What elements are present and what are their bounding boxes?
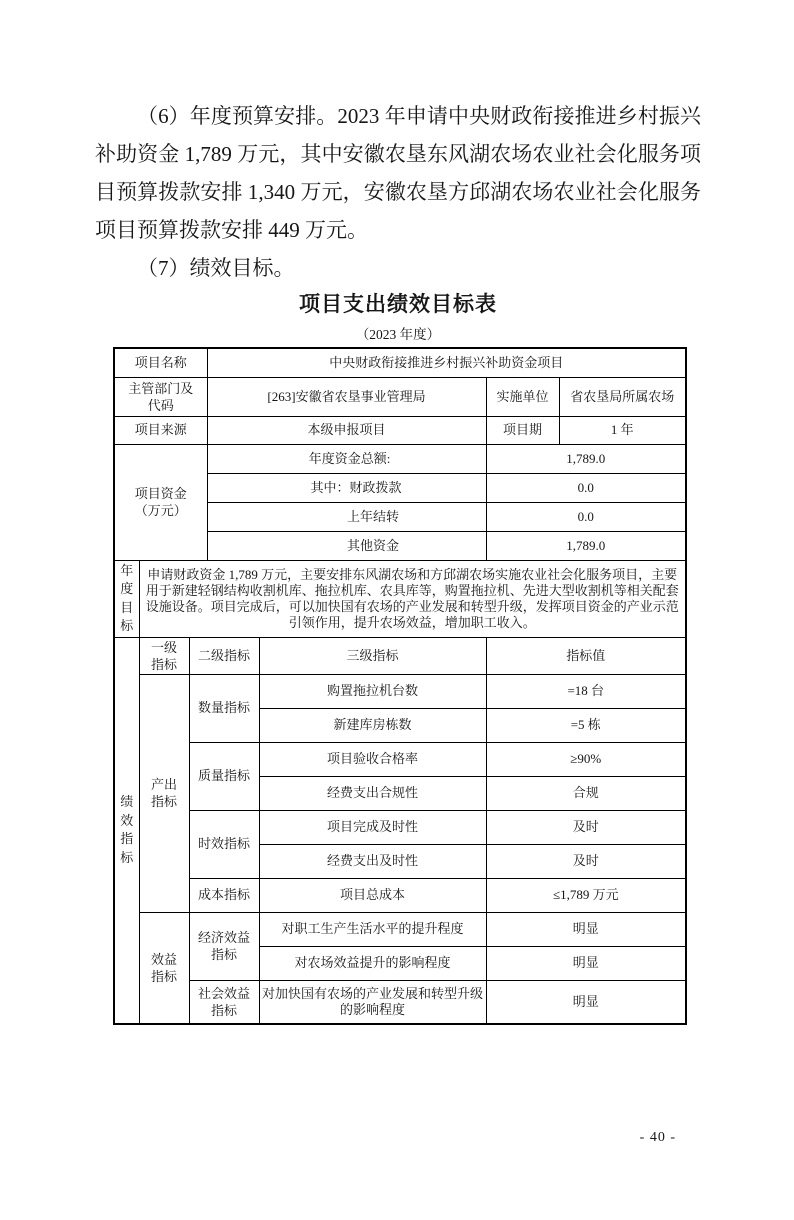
l3-worker-living: 对职工生产生活水平的提升程度 [259, 912, 486, 946]
l3-industry-upgrade: 对加快国有农场的产业发展和转型升级的影响程度 [259, 980, 486, 1024]
row-indicator-header [114, 637, 686, 674]
value-industry-upgrade: 明显 [486, 980, 686, 1024]
value-expense-timeliness: 及时 [486, 844, 686, 878]
header-value: 指标值 [486, 637, 686, 674]
period-label: 项目期 [486, 416, 559, 444]
indicator-row [114, 878, 686, 912]
fund-fiscal-value: 0.0 [486, 473, 686, 502]
value-completion-timeliness: 及时 [486, 810, 686, 844]
annual-goal-text: 申请财政资金 1,789 万元，主要安排东风湖农场和方邱湖农场实施农业社会化服务项目，主要用于新建轻钢结构收割机库、拖拉机库、农具库等，购置拖拉机、先进大型收割机等相关配套设施设备。项目完成后，可以加快国有农场的产业发展和转型升级，发挥项目资金的产业示范引领作用，提升农场效益，增加职工收入。 [139, 560, 686, 637]
l3-expense-timeliness: 经费支出及时性 [259, 844, 486, 878]
l2-economic: 经济效益指标 [189, 912, 259, 980]
header-l3: 三级指标 [259, 637, 486, 674]
performance-target-table [113, 347, 687, 1025]
period-value: 1 年 [559, 416, 686, 444]
l2-quantity: 数量指标 [189, 674, 259, 742]
source-label: 项目来源 [114, 416, 207, 444]
indicator-row [114, 980, 686, 1024]
indicator-row [114, 742, 686, 776]
project-name-label: 项目名称 [114, 348, 207, 377]
value-total-cost: ≤1,789 万元 [486, 878, 686, 912]
body-paragraphs [95, 97, 701, 287]
table-title: 项目支出绩效目标表 [299, 292, 497, 316]
impl-unit-value: 省农垦局所属农场 [559, 377, 686, 416]
l3-expense-compliance: 经费支出合规性 [259, 776, 486, 810]
l2-cost: 成本指标 [189, 878, 259, 912]
dept-label: 主管部门及代码 [114, 377, 207, 416]
l3-completion-timeliness: 项目完成及时性 [259, 810, 486, 844]
fund-section-label: 项目资金（万元） [114, 444, 207, 560]
dept-value: [263]安徽省农垦事业管理局 [207, 377, 486, 416]
l3-farm-benefit: 对农场效益提升的影响程度 [259, 946, 486, 980]
fund-total-label: 年度资金总额: [207, 444, 486, 473]
value-expense-compliance: 合规 [486, 776, 686, 810]
value-warehouses: =5 栋 [486, 708, 686, 742]
value-acceptance-rate: ≥90% [486, 742, 686, 776]
paragraph-performance-goal: （7）绩效目标。 [137, 256, 295, 280]
row-source [114, 416, 686, 444]
l1-output: 产出指标 [139, 674, 189, 912]
page-number: - 40 - [639, 1130, 676, 1145]
fund-other-label: 其他资金 [207, 531, 486, 560]
fund-carryover-value: 0.0 [486, 502, 686, 531]
l3-tractors: 购置拖拉机台数 [259, 674, 486, 708]
impl-unit-label: 实施单位 [486, 377, 559, 416]
l2-quality: 质量指标 [189, 742, 259, 810]
l3-total-cost: 项目总成本 [259, 878, 486, 912]
indicator-row [114, 912, 686, 946]
header-l2: 二级指标 [189, 637, 259, 674]
fund-total-value: 1,789.0 [486, 444, 686, 473]
l3-acceptance-rate: 项目验收合格率 [259, 742, 486, 776]
row-annual-goal [114, 560, 686, 637]
row-dept [114, 377, 686, 416]
indicator-row [114, 674, 686, 708]
indicator-side-label: 绩效指标 [114, 637, 139, 1024]
value-farm-benefit: 明显 [486, 946, 686, 980]
indicator-row [114, 810, 686, 844]
fund-carryover-label: 上年结转 [207, 502, 486, 531]
project-name-value: 中央财政衔接推进乡村振兴补助资金项目 [207, 348, 686, 377]
annual-goal-label: 年度目标 [114, 560, 139, 637]
value-worker-living: 明显 [486, 912, 686, 946]
l3-warehouses: 新建库房栋数 [259, 708, 486, 742]
l2-social: 社会效益指标 [189, 980, 259, 1024]
document-page [0, 97, 794, 1220]
fund-fiscal-label: 其中：财政拨款 [207, 473, 486, 502]
l2-timeliness: 时效指标 [189, 810, 259, 878]
fund-other-value: 1,789.0 [486, 531, 686, 560]
row-fund-total [114, 444, 686, 473]
header-l1: 一级指标 [139, 637, 189, 674]
value-tractors: =18 台 [486, 674, 686, 708]
row-project-name [114, 348, 686, 377]
paragraph-annual-budget: （6）年度预算安排。2023 年申请中央财政衔接推进乡村振兴补助资金 1,789 万元，其中安徽农垦东风湖农场农业社会化服务项目预算拨款安排 1,340 万元，安徽农垦方邱湖农场农业社会化服务项目预算拨款安排 449 万元。 [95, 104, 701, 242]
l1-benefit: 效益指标 [139, 912, 189, 1024]
table-subtitle: （2023 年度） [355, 327, 441, 342]
source-value: 本级申报项目 [207, 416, 486, 444]
